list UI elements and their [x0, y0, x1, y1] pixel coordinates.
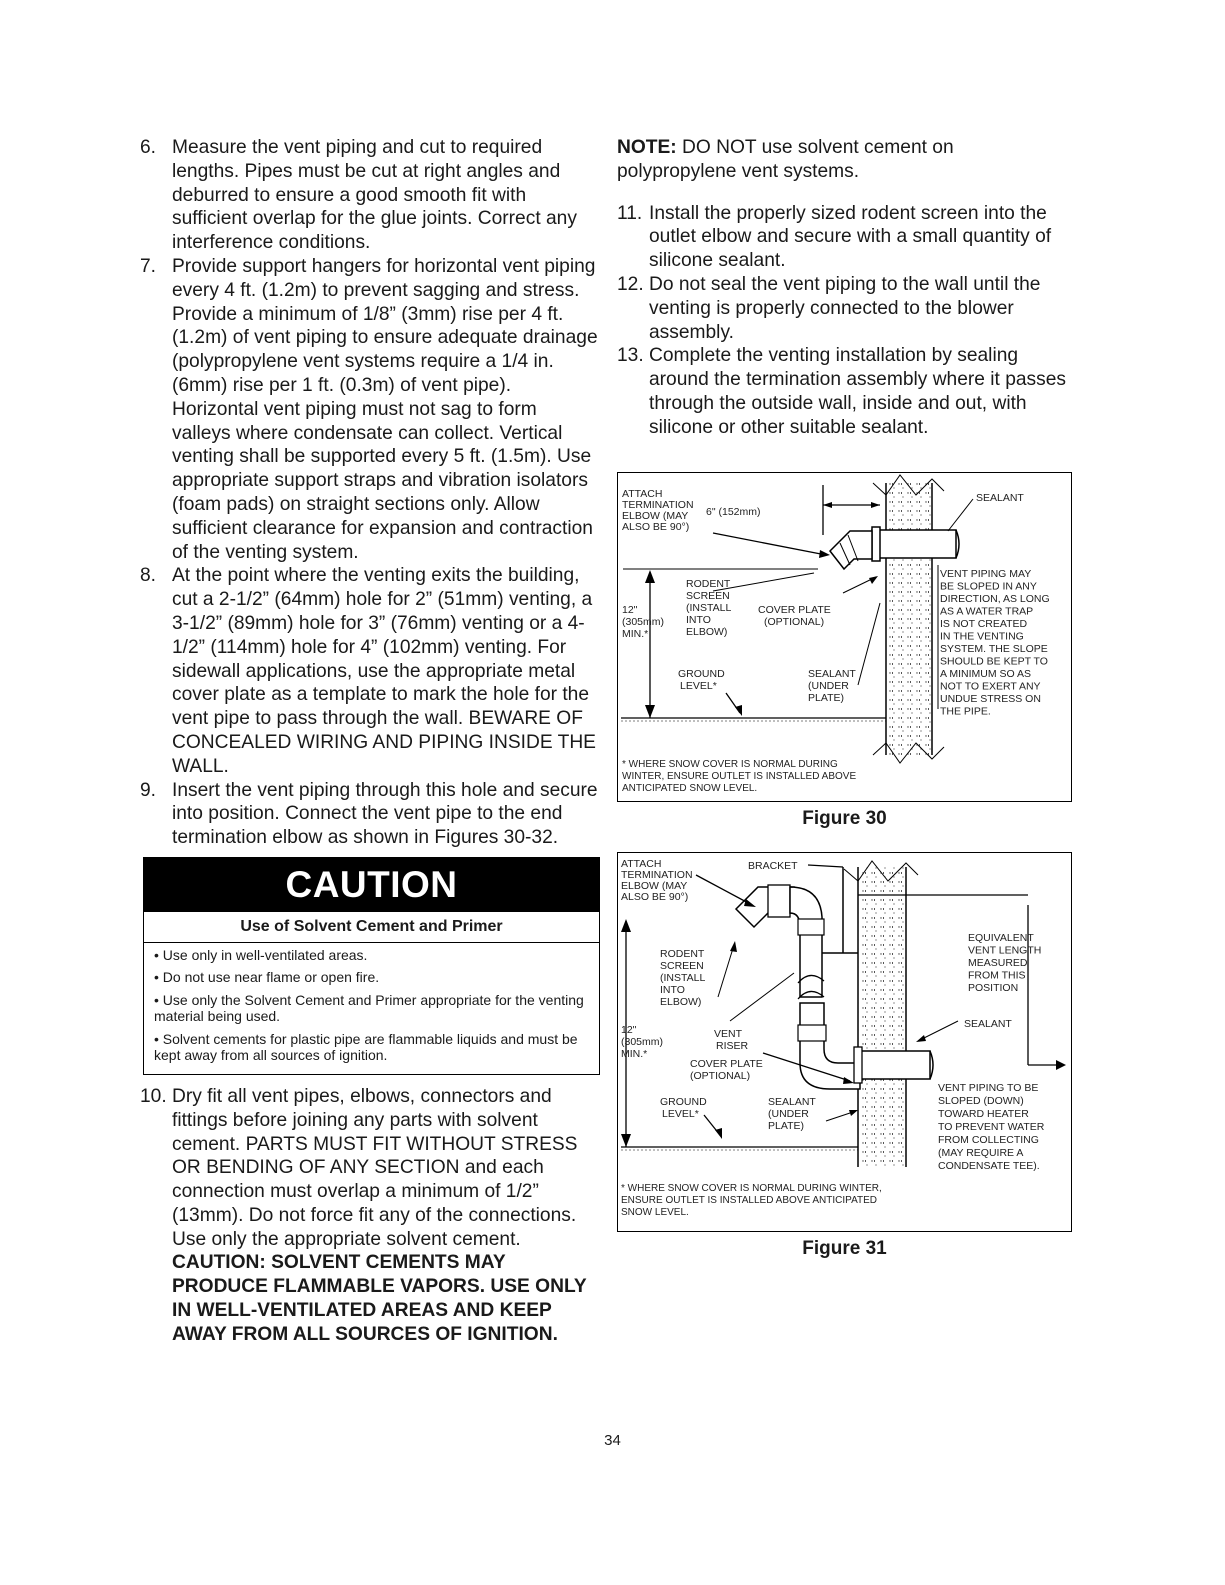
attach-label: ATTACH TERMINATION ELBOW (MAY ALSO BE 90°) — [622, 488, 694, 533]
step-number: 6. — [140, 137, 157, 158]
caution-bullet: • Use only in well-ventilated areas. — [154, 946, 368, 963]
step-11 — [617, 202, 1072, 273]
wall — [886, 483, 932, 755]
caution-bullet: • Use only the Solvent Cement and Primer appropriate for the venting material being used. — [154, 991, 584, 1025]
dimension-6in-label: 6" (152mm) — [706, 506, 761, 518]
min-height-label: 12" (305mm) MIN.* — [621, 1024, 664, 1060]
step-12 — [617, 273, 1072, 344]
termination-elbow — [830, 531, 872, 569]
figure-31 — [617, 852, 1072, 1232]
note-label: NOTE: — [617, 137, 677, 158]
step-text: Complete the venting installation by sealing around the termination assembly where it passes through the outside wall, inside and out, with silicone or other suitable sealant. — [649, 345, 1067, 438]
step-text: Insert the vent piping through this hole and secure into position. Connect the vent pipe to the end termination elbow as shown in Figures 30-32. — [172, 779, 598, 849]
caution-subheading: Use of Solvent Cement and Primer — [144, 912, 599, 943]
step-text: At the point where the venting exits the building, cut a 2-1/2” (64mm) hole for 2” (51mm) venting, a 3-1/2” (89mm) hole for 3” (76mm) venting or a 4-1/2” (114mm) hole for 4” (102mm) venting. For sidewall applications, use the appropriate metal cover plate as a template to mark the hole for the vent pipe to pass through the wall. BEWARE OF CONCEALED WIRING AND PIPING INSIDE THE WALL. — [172, 565, 596, 777]
cover-plate-label: COVER PLATE (OPTIONAL) — [690, 1058, 763, 1082]
note-paragraph — [617, 136, 1072, 184]
vent-pipe — [860, 1051, 930, 1079]
left-column — [140, 136, 600, 1347]
step-number: 7. — [140, 255, 157, 277]
step-number: 12. — [617, 273, 644, 295]
slope-note: VENT PIPING MAY BE SLOPED IN ANY DIRECTION, AS LONG AS A WATER TRAP IS NOT CREATED IN THE VENTING SYSTEM. THE SLOPE SHOULD BE KEPT TO A MINIMUM SO AS NOT TO EXERT ANY UNDUE STRESS ON THE PIPE. — [940, 568, 1050, 718]
step-9 — [140, 779, 600, 850]
step-number: 11. — [617, 202, 643, 224]
step-text: Dry fit all vent pipes, elbows, connectors and fittings before joining any parts with solvent cement. PARTS MUST FIT WITHOUT STRESS OR BENDING OF ANY SECTION and each connection must overlap a minimum of 1/2” (13mm). Do not force fit any of the connections. Use only the appropriate solvent cement. — [172, 1085, 578, 1250]
step-number: 10. — [140, 1085, 167, 1107]
vent-riser — [800, 1003, 860, 1089]
step-7 — [140, 255, 600, 564]
step-text: Do not seal the vent piping to the wall until the venting is properly connected to the blower assembly. — [649, 273, 1041, 343]
caution-bullet: • Solvent cements for plastic pipe are flammable liquids and must be kept away from all sources of ignition. — [154, 1030, 578, 1064]
caution-box — [143, 857, 600, 1075]
rodent-screen-label: RODENT SCREEN (INSTALL INTO ELBOW) — [686, 578, 732, 638]
step-number: 9. — [140, 779, 157, 801]
figure-30-caption: Figure 30 — [802, 808, 887, 829]
slope-note: VENT PIPING TO BE SLOPED (DOWN) TOWARD HEATER TO PREVENT WATER FROM COLLECTING (MAY REQUIRE A CONDENSATE TEE). — [938, 1082, 1045, 1172]
wall — [858, 867, 906, 1167]
ground-level-label: GROUND LEVEL* — [660, 1096, 707, 1120]
caution-bullet: • Do not use near flame or open fire. — [154, 969, 380, 986]
note-text: DO NOT use solvent cement on polypropylene vent systems. — [617, 137, 954, 182]
sealant-label: SEALANT — [976, 492, 1024, 504]
figure-31-drawing — [618, 853, 1071, 1231]
sealant-under-plate-label: SEALANT (UNDER PLATE) — [808, 668, 856, 704]
step-6 — [140, 136, 600, 255]
snow-footnote: * WHERE SNOW COVER IS NORMAL DURING WINTER, ENSURE OUTLET IS INSTALLED ABOVE ANTICIPATED SNOW LEVEL. — [621, 1183, 882, 1218]
step-text: Measure the vent piping and cut to required lengths. Pipes must be cut at right angles and deburred to ensure a good smooth fit with sufficient overlap for the glue joints. Correct any interference conditions. — [172, 137, 577, 254]
min-height-label: 12" (305mm) MIN.* — [622, 604, 665, 640]
step-text: Provide support hangers for horizontal vent piping every 4 ft. (1.2m) to prevent sagging and stress. Provide a minimum of 1/8” (3mm) rise per 4 ft. (1.2m) of vent piping to ensure adequate drainage (polypropylene vent systems require a 1/4 in. (6mm) rise per 1 ft. (0.3m) of vent pipe). Horizontal vent piping must not sag to form valleys where condensate can collect. Vertical venting shall be supported every 5 ft. (1.5m). Use appropriate support straps and vibration isolators (foam pads) on straight sections only. Allow sufficient clearance for expansion and contraction of the venting system. — [172, 255, 598, 563]
snow-footnote: * WHERE SNOW COVER IS NORMAL DURING WINTER, ENSURE OUTLET IS INSTALLED ABOVE ANTICIPATED SNOW LEVEL. — [622, 759, 857, 794]
vent-riser-top — [790, 887, 822, 997]
step-number: 13. — [617, 345, 644, 367]
caution-heading: CAUTION — [144, 858, 599, 912]
sealant-label: SEALANT — [964, 1018, 1012, 1030]
step-text: Install the properly sized rodent screen into the outlet elbow and secure with a small quantity of silicone sealant. — [649, 202, 1052, 272]
equivalent-length-label: EQUIVALENT VENT LENGTH MEASURED FROM THIS POSITION — [968, 932, 1042, 994]
sealant-under-plate-label: SEALANT (UNDER PLATE) — [768, 1096, 816, 1132]
caution-bullets — [144, 943, 599, 1074]
flammable-warning: CAUTION: SOLVENT CEMENTS MAY PRODUCE FLAMMABLE VAPORS. USE ONLY IN WELL-VENTILATED AREAS AND KEEP AWAY FROM ALL SOURCES OF IGNITION. — [172, 1252, 587, 1345]
vent-pipe — [872, 530, 956, 558]
bracket-label: BRACKET — [748, 860, 798, 872]
step-13 — [617, 344, 1072, 439]
rodent-screen-label: RODENT SCREEN (INSTALL INTO ELBOW) — [660, 948, 706, 1008]
page-number: 34 — [604, 1432, 621, 1449]
step-8 — [140, 564, 600, 778]
figure-30-drawing — [618, 473, 1071, 801]
figure-31-caption: Figure 31 — [802, 1238, 887, 1259]
figure-30 — [617, 472, 1072, 802]
step-10 — [140, 1085, 600, 1347]
cover-plate-label: COVER PLATE (OPTIONAL) — [758, 604, 831, 628]
ground-level-label: GROUND LEVEL* — [678, 668, 725, 692]
right-column — [617, 136, 1072, 440]
attach-label: ATTACH TERMINATION ELBOW (MAY ALSO BE 90°) — [621, 858, 693, 903]
vent-riser-label: VENT RISER — [714, 1028, 749, 1052]
step-number: 8. — [140, 565, 157, 587]
